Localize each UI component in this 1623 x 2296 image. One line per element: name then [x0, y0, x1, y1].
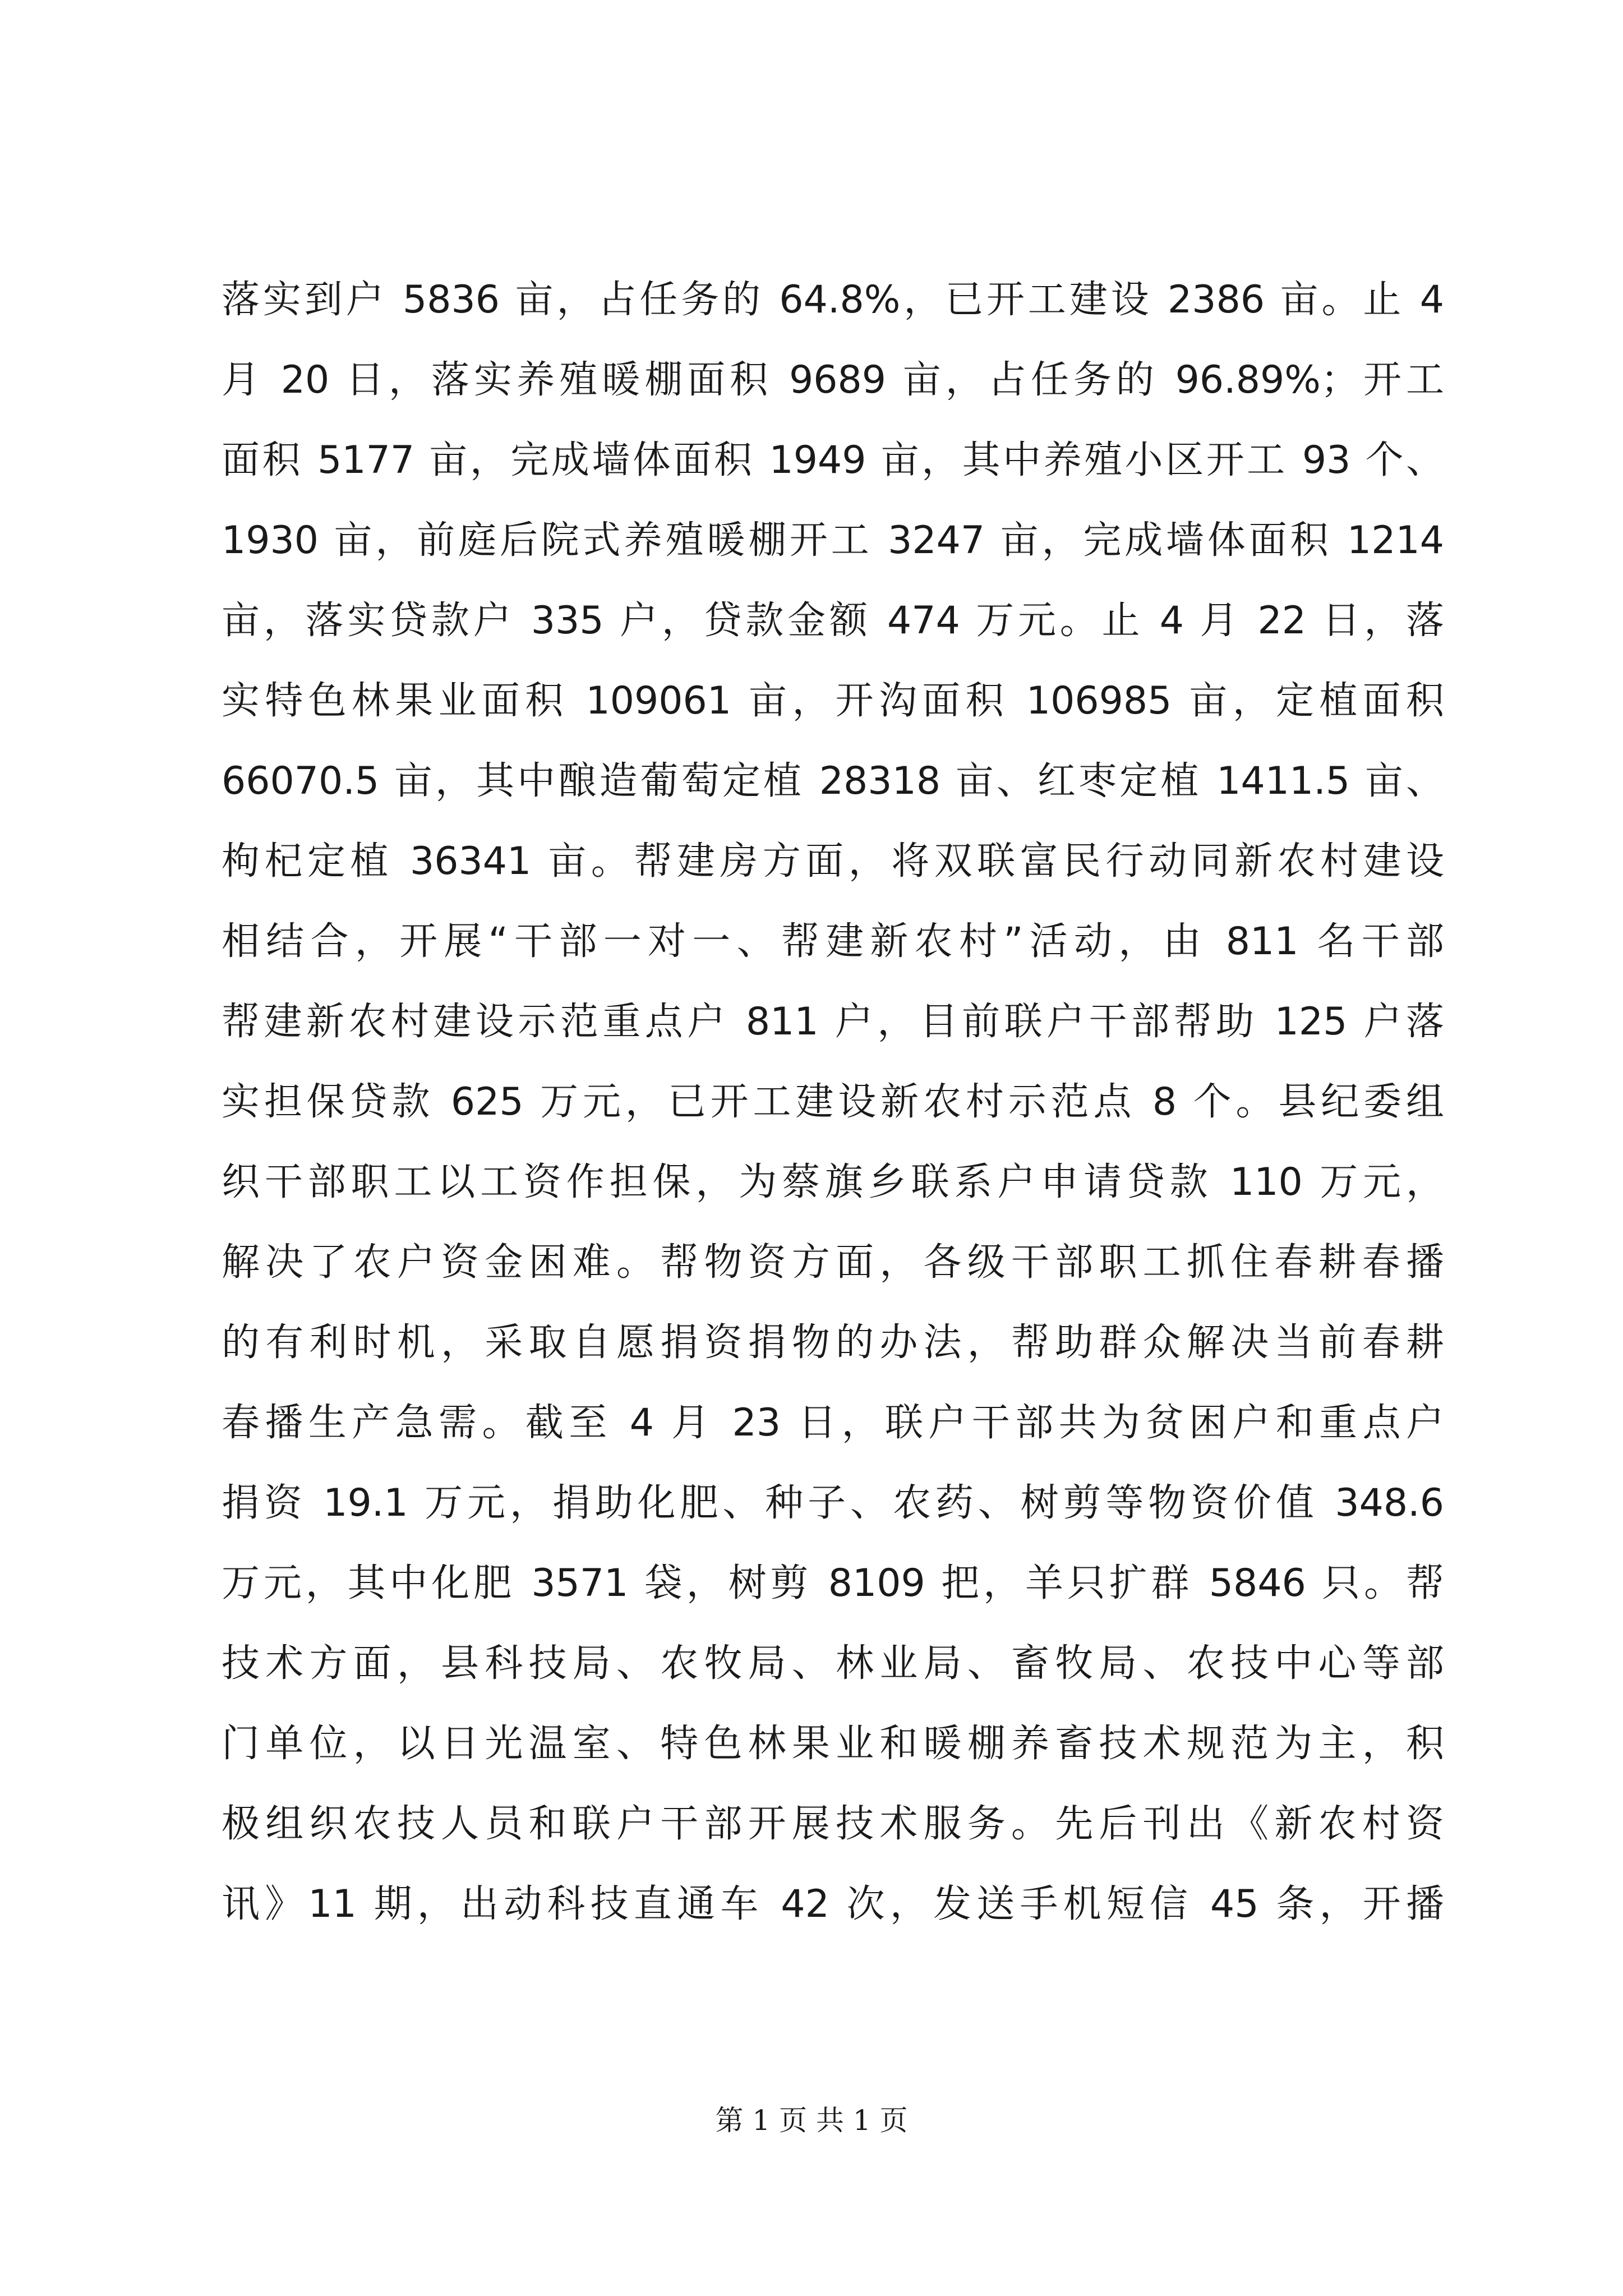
- text-line: 万元，其中化肥 3571 袋，树剪 8109 把，羊只扩群 5846 只。帮: [222, 1561, 1444, 1605]
- text-line: 技术方面，县科技局、农牧局、林业局、畜牧局、农技中心等部: [222, 1641, 1444, 1686]
- text-line: 春播生产急需。截至 4 月 23 日，联户干部共为贫困户和重点户: [222, 1401, 1444, 1445]
- text-line: 月 20 日，落实养殖暖棚面积 9689 亩，占任务的 96.89%；开工: [222, 358, 1444, 402]
- text-line: 落实到户 5836 亩，占任务的 64.8%，已开工建设 2386 亩。止 4: [222, 278, 1444, 322]
- body-text: [222, 260, 1444, 1944]
- text-line: 织干部职工以工资作担保，为蔡旗乡联系户申请贷款 110 万元，: [222, 1160, 1444, 1204]
- text-line: 1930 亩，前庭后院式养殖暖棚开工 3247 亩，完成墙体面积 1214: [222, 518, 1444, 563]
- text-line: 解决了农户资金困难。帮物资方面，各级干部职工抓住春耕春播: [222, 1240, 1444, 1285]
- text-line: 的有利时机，采取自愿捐资捐物的办法，帮助群众解决当前春耕: [222, 1320, 1444, 1365]
- text-line: 枸杞定植 36341 亩。帮建房方面，将双联富民行动同新农村建设: [222, 839, 1444, 884]
- text-line: 面积 5177 亩，完成墙体面积 1949 亩，其中养殖小区开工 93 个、: [222, 438, 1444, 482]
- text-line: 亩，落实贷款户 335 户，贷款金额 474 万元。止 4 月 22 日，落: [222, 599, 1444, 643]
- text-line: 极组织农技人员和联户干部开展技术服务。先后刊出《新农村资: [222, 1802, 1444, 1846]
- text-line: 相结合，开展“干部一对一、帮建新农村”活动，由 811 名干部: [222, 919, 1444, 964]
- text-line: 66070.5 亩，其中酿造葡萄定植 28318 亩、红枣定植 1411.5 亩、: [222, 759, 1444, 803]
- text-line: 捐资 19.1 万元，捐助化肥、种子、农药、树剪等物资价值 348.6: [222, 1481, 1444, 1525]
- text-line: 实特色林果业面积 109061 亩，开沟面积 106985 亩，定植面积: [222, 679, 1444, 723]
- text-line: 实担保贷款 625 万元，已开工建设新农村示范点 8 个。县纪委组: [222, 1080, 1444, 1124]
- text-line: 帮建新农村建设示范重点户 811 户，目前联户干部帮助 125 户落: [222, 1000, 1444, 1044]
- text-line: 门单位，以日光温室、特色林果业和暖棚养畜技术规范为主，积: [222, 1722, 1444, 1766]
- text-line: 讯》11 期，出动科技直通车 42 次，发送手机短信 45 条，开播: [222, 1882, 1444, 1926]
- page-footer: 第 1 页 共 1 页: [715, 2104, 908, 2137]
